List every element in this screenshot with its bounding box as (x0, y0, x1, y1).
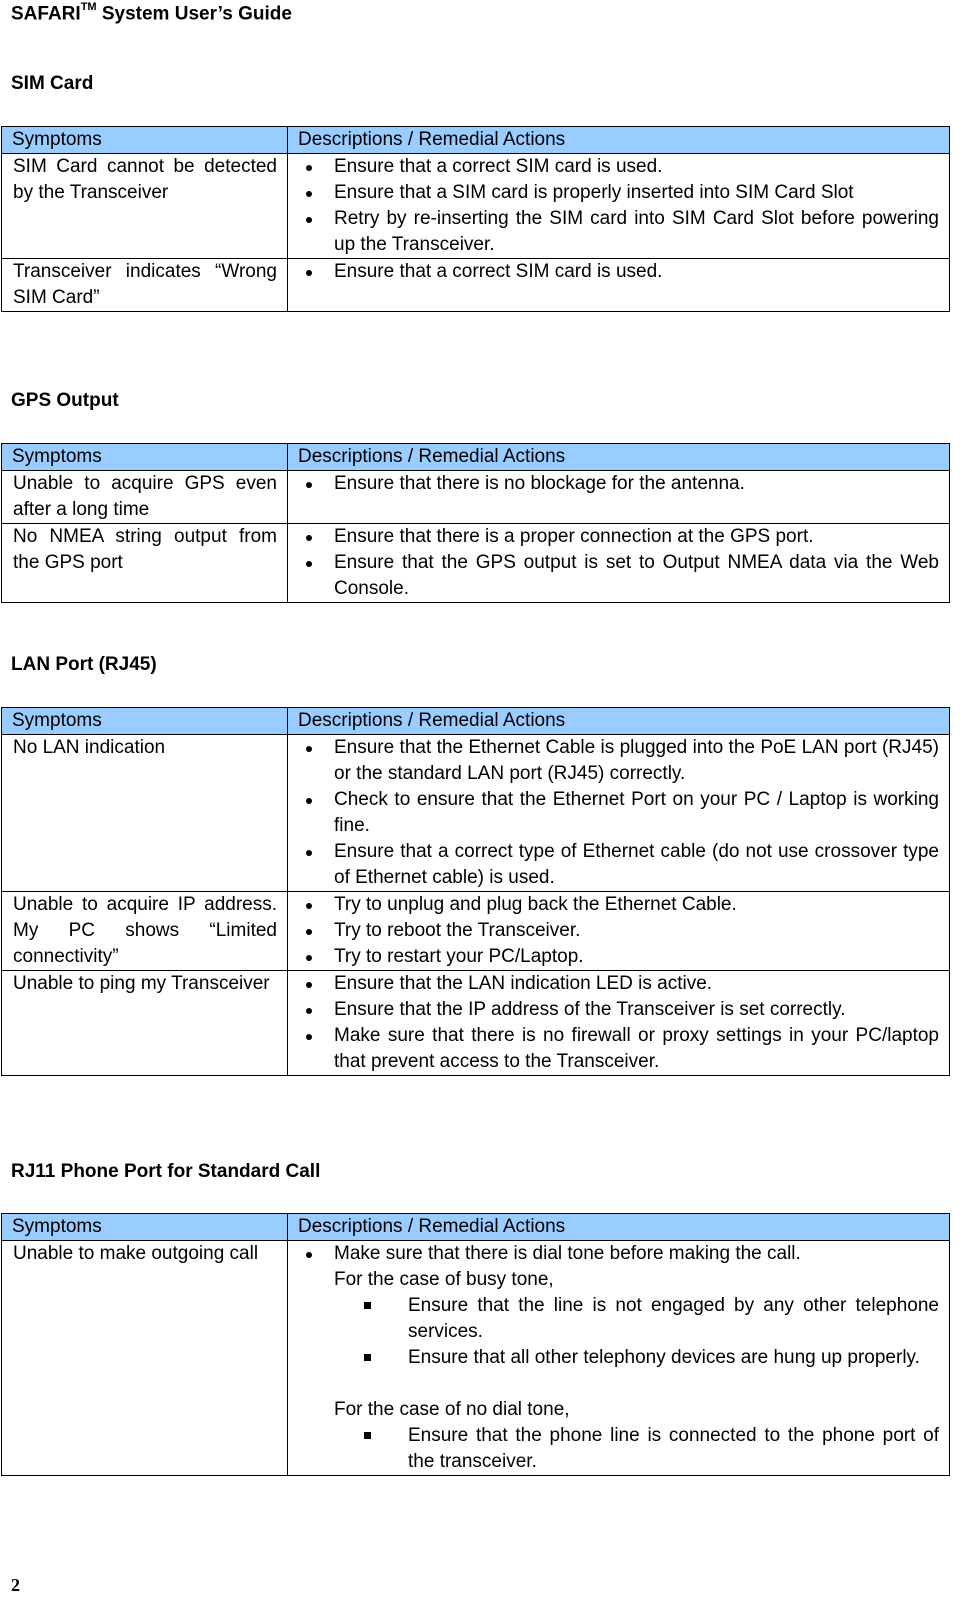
spacer (288, 1371, 939, 1397)
symptom-cell: Transceiver indicates “Wrong SIM Card” (2, 259, 288, 312)
action-item: Retry by re-inserting the SIM card into SIM Card Slot before powering up the Transceiver. (288, 206, 939, 258)
actions-cell (288, 524, 950, 603)
table-row (2, 259, 950, 312)
symptom-cell: Unable to make outgoing call (2, 1241, 288, 1476)
symptom-cell: Unable to ping my Transceiver (2, 971, 288, 1076)
table-header-row (2, 1214, 950, 1241)
symptom-cell: No LAN indication (2, 735, 288, 892)
action-item: Try to restart your PC/Laptop. (288, 944, 939, 970)
table-row (2, 154, 950, 259)
sub-action-item: Ensure that all other telephony devices are hung up properly. (288, 1345, 939, 1371)
action-item: Try to unplug and plug back the Ethernet Cable. (288, 892, 939, 918)
actions-cell (288, 971, 950, 1076)
actions-cell (288, 735, 950, 892)
section-title-lan-port: LAN Port (RJ45) (11, 654, 157, 675)
action-item: Ensure that a SIM card is properly inserted into SIM Card Slot (288, 180, 939, 206)
sub-action-item: Ensure that the line is not engaged by any other telephone services. (288, 1293, 939, 1345)
table-row (2, 471, 950, 524)
section-title-sim-card: SIM Card (11, 73, 94, 94)
descriptions-header: Descriptions / Remedial Actions (288, 444, 950, 471)
symptoms-header: Symptoms (2, 444, 288, 471)
action-item: Check to ensure that the Ethernet Port on your PC / Laptop is working fine. (288, 787, 939, 839)
header-title: System User’s Guide (96, 3, 292, 25)
rj11-phone-port-table (1, 1213, 950, 1476)
brand-name: SAFARI (11, 3, 81, 25)
action-item: Ensure that a correct SIM card is used. (288, 259, 939, 285)
descriptions-header: Descriptions / Remedial Actions (288, 127, 950, 154)
document-header (11, 3, 292, 25)
trademark-mark: TM (80, 1, 97, 13)
table-row (2, 524, 950, 603)
table-row (2, 1241, 950, 1476)
table-row (2, 735, 950, 892)
symptoms-header: Symptoms (2, 127, 288, 154)
table-header-row (2, 444, 950, 471)
actions-cell (288, 471, 950, 524)
table-header-row (2, 127, 950, 154)
table-row (2, 971, 950, 1076)
action-item: Ensure that the GPS output is set to Output NMEA data via the Web Console. (288, 550, 939, 602)
symptom-cell: Unable to acquire IP address. My PC shows “Limited connectivity” (2, 892, 288, 971)
action-item: Ensure that a correct type of Ethernet cable (do not use crossover type of Ethernet cable) is used. (288, 839, 939, 891)
action-item: Make sure that there is dial tone before making the call. (288, 1241, 939, 1267)
descriptions-header: Descriptions / Remedial Actions (288, 708, 950, 735)
table-header-row (2, 708, 950, 735)
sim-card-table (1, 126, 950, 312)
page-number: 2 (11, 1575, 20, 1595)
action-item: Make sure that there is no firewall or proxy settings in your PC/laptop that prevent access to the Transceiver. (288, 1023, 939, 1075)
section-title-rj11-phone-port: RJ11 Phone Port for Standard Call (11, 1161, 321, 1182)
action-item: Ensure that the LAN indication LED is active. (288, 971, 939, 997)
action-item: Ensure that there is no blockage for the antenna. (288, 471, 939, 497)
actions-cell (288, 892, 950, 971)
symptom-cell: SIM Card cannot be detected by the Transceiver (2, 154, 288, 259)
actions-cell (288, 154, 950, 259)
action-item: Ensure that there is a proper connection at the GPS port. (288, 524, 939, 550)
no-dial-tone-label: For the case of no dial tone, (334, 1399, 570, 1420)
sub-action-item: Ensure that the phone line is connected to the phone port of the transceiver. (288, 1423, 939, 1475)
descriptions-header: Descriptions / Remedial Actions (288, 1214, 950, 1241)
actions-cell (288, 1241, 950, 1476)
gps-output-table (1, 443, 950, 603)
section-title-gps-output: GPS Output (11, 390, 119, 411)
action-item: Try to reboot the Transceiver. (288, 918, 939, 944)
action-item: Ensure that a correct SIM card is used. (288, 154, 939, 180)
action-item: Ensure that the Ethernet Cable is plugged into the PoE LAN port (RJ45) or the standard LAN port (RJ45) correctly. (288, 735, 939, 787)
table-row (2, 892, 950, 971)
symptoms-header: Symptoms (2, 1214, 288, 1241)
lan-port-table (1, 707, 950, 1076)
busy-tone-label: For the case of busy tone, (334, 1269, 554, 1290)
symptom-cell: Unable to acquire GPS even after a long time (2, 471, 288, 524)
action-item: Ensure that the IP address of the Transceiver is set correctly. (288, 997, 939, 1023)
actions-cell (288, 259, 950, 312)
symptom-cell: No NMEA string output from the GPS port (2, 524, 288, 603)
symptoms-header: Symptoms (2, 708, 288, 735)
